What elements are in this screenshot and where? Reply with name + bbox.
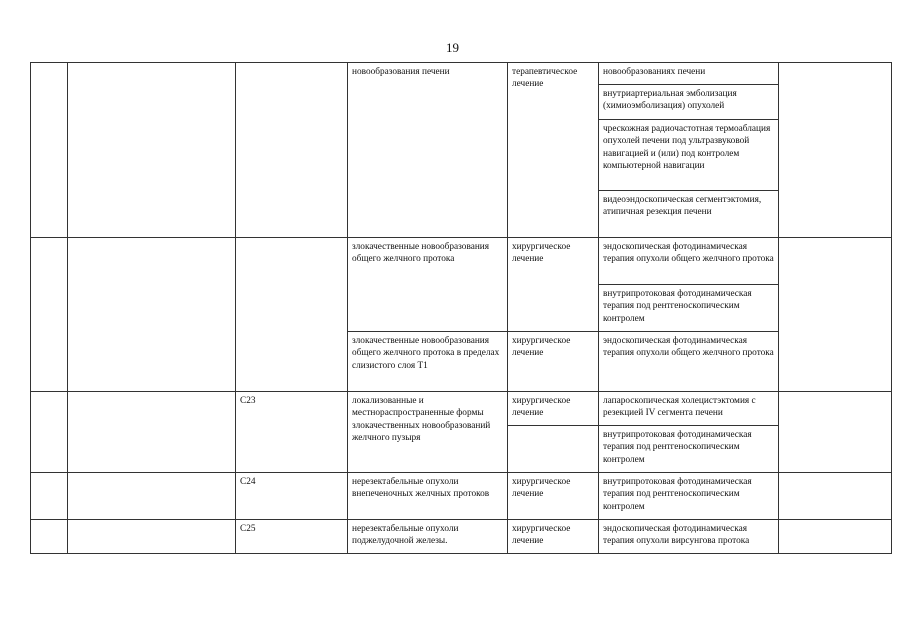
cell-method: внутрипротоковая фотодинамическая терапия под рентгеноскопическим контролем xyxy=(599,426,779,473)
procedures-table xyxy=(30,62,892,554)
cell-extra xyxy=(779,473,892,520)
table-row xyxy=(31,392,892,426)
cell-patient-model: нерезектабельные опухоли внепеченочных желчных протоков xyxy=(348,473,508,520)
cell-treatment-type: хирургическое лечение xyxy=(508,392,599,426)
cell-treatment-type: хирургическое лечение xyxy=(508,520,599,554)
cell-method: лапароскопическая холецистэктомия с резекцией IV сегмента печени xyxy=(599,392,779,426)
cell-patient-model: нерезектабельные опухоли поджелудочной железы. xyxy=(348,520,508,554)
cell-method: чрескожная радиочастотная термоаблация опухолей печени под ультразвуковой навигацией и (или) под контролем компьютерной навигации xyxy=(599,120,779,191)
page-number: 19 xyxy=(446,40,459,55)
cell-icd-code: C25 xyxy=(236,520,348,554)
cell-profile xyxy=(68,392,236,473)
cell-number xyxy=(31,520,68,554)
cell-extra xyxy=(779,63,892,238)
cell-patient-model: локализованные и местнораспространенные формы злокачественных новообразований желчного пузыря xyxy=(348,392,508,473)
cell-method: внутриартериальная эмболизация (химиоэмболизация) опухолей xyxy=(599,85,779,120)
cell-number xyxy=(31,238,68,392)
cell-icd-code xyxy=(236,238,348,392)
cell-number xyxy=(31,473,68,520)
cell-method: видеоэндоскопическая сегментэктомия, атипичная резекция печени xyxy=(599,191,779,238)
cell-treatment-type xyxy=(508,426,599,473)
cell-profile xyxy=(68,238,236,392)
cell-method: внутрипротоковая фотодинамическая терапия под рентгеноскопическим контролем xyxy=(599,285,779,332)
cell-extra xyxy=(779,238,892,392)
cell-patient-model: злокачественные новообразования общего желчного протока в пределах слизистого слоя T1 xyxy=(348,332,508,392)
cell-extra xyxy=(779,392,892,473)
cell-profile xyxy=(68,520,236,554)
cell-number xyxy=(31,63,68,238)
cell-icd-code: C23 xyxy=(236,392,348,473)
cell-profile xyxy=(68,473,236,520)
cell-treatment-type: хирургическое лечение xyxy=(508,238,599,332)
table-row xyxy=(31,238,892,285)
cell-icd-code: C24 xyxy=(236,473,348,520)
cell-method: эндоскопическая фотодинамическая терапия опухоли вирсунгова протока xyxy=(599,520,779,554)
cell-treatment-type: хирургическое лечение xyxy=(508,473,599,520)
cell-icd-code xyxy=(236,63,348,238)
cell-number xyxy=(31,392,68,473)
cell-treatment-type: терапевтическое лечение xyxy=(508,63,599,238)
cell-extra xyxy=(779,520,892,554)
cell-patient-model: злокачественные новообразования общего желчного протока xyxy=(348,238,508,332)
table-row xyxy=(31,473,892,520)
cell-treatment-type: хирургическое лечение xyxy=(508,332,599,392)
cell-patient-model: новообразования печени xyxy=(348,63,508,238)
table-row xyxy=(31,520,892,554)
cell-method: эндоскопическая фотодинамическая терапия опухоли общего желчного протока xyxy=(599,238,779,285)
cell-method: эндоскопическая фотодинамическая терапия опухоли общего желчного протока xyxy=(599,332,779,392)
cell-profile xyxy=(68,63,236,238)
cell-method: новообразованиях печени xyxy=(599,63,779,85)
cell-method: внутрипротоковая фотодинамическая терапия под рентгеноскопическим контролем xyxy=(599,473,779,520)
table-row xyxy=(31,63,892,85)
